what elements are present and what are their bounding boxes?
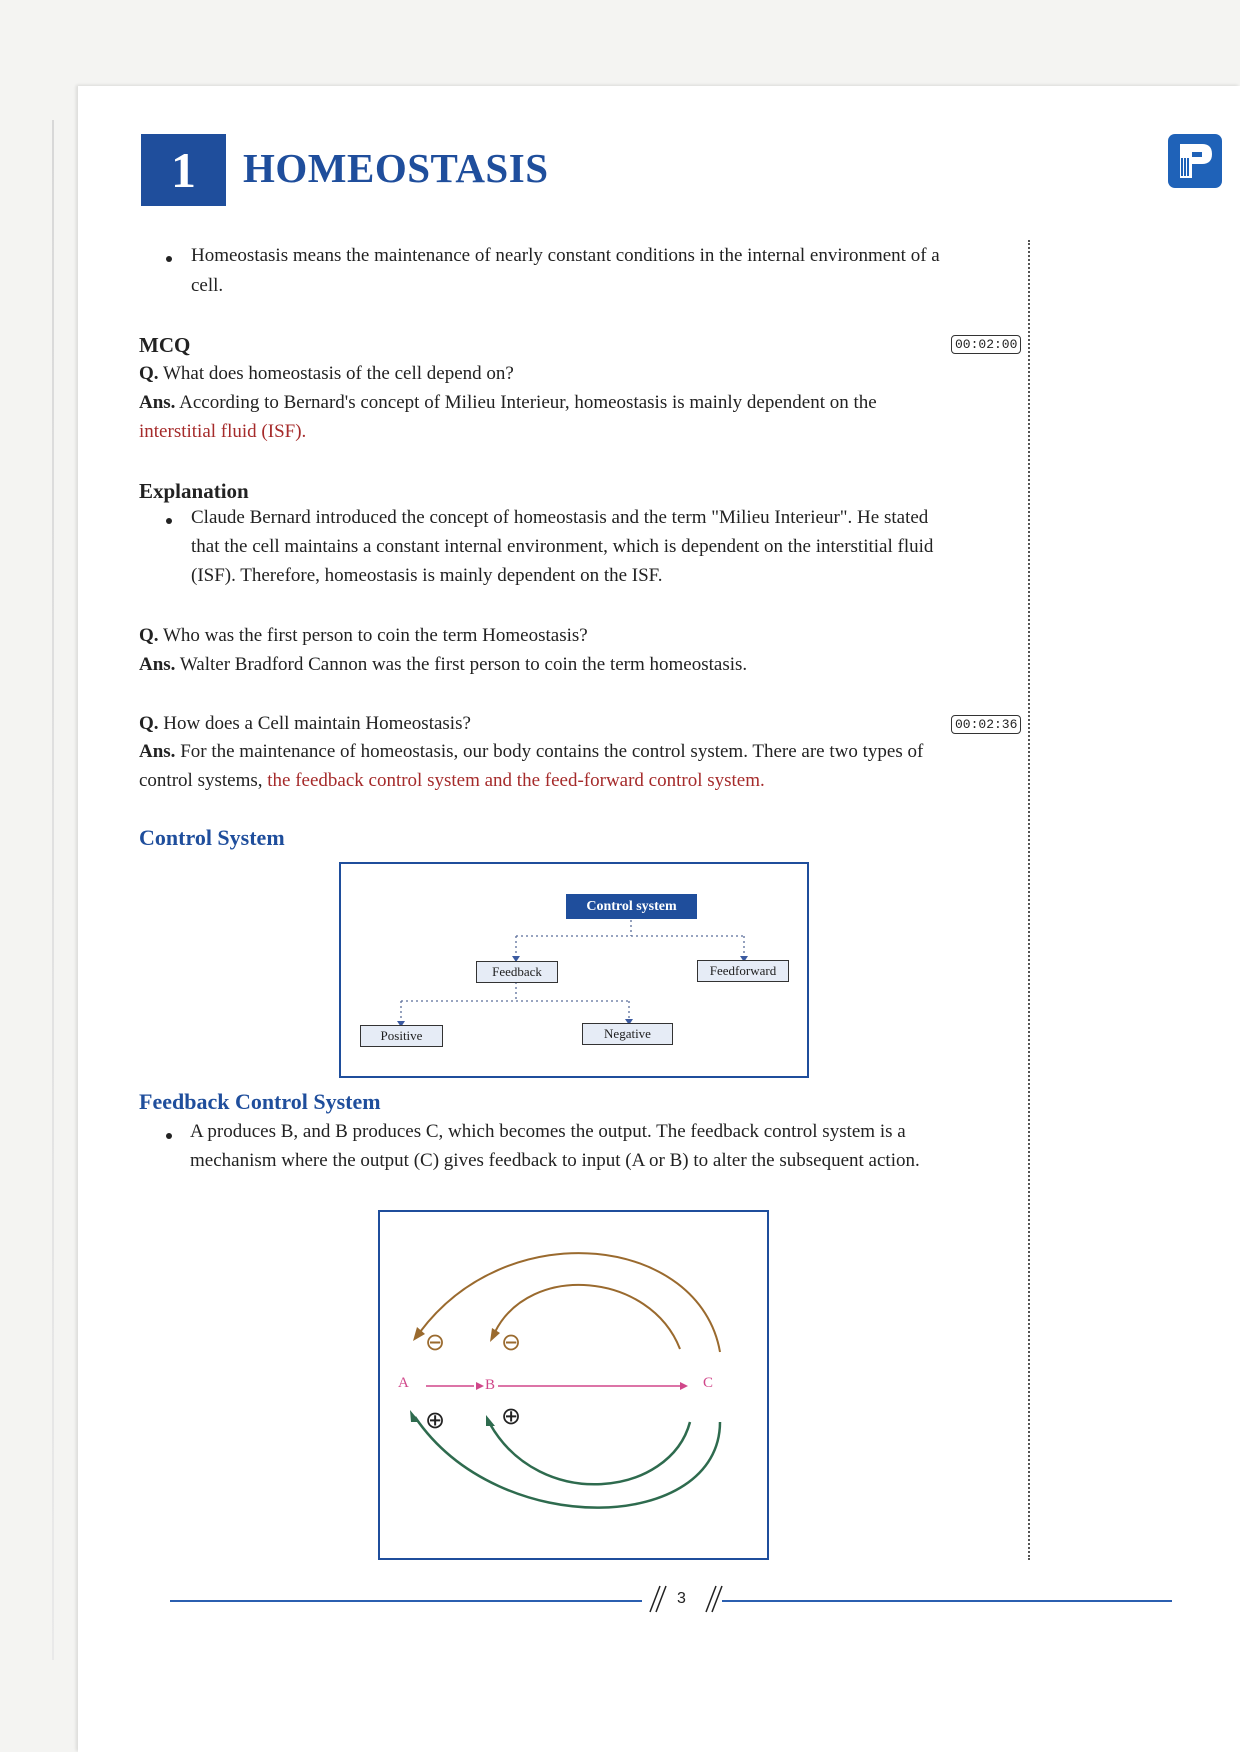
bullet-icon bbox=[166, 1133, 172, 1139]
answer-label: Ans. bbox=[139, 654, 176, 675]
bullet-icon bbox=[166, 256, 172, 262]
bullet-icon bbox=[166, 518, 172, 524]
mcq-heading: MCQ bbox=[139, 333, 191, 357]
answer-2 bbox=[139, 650, 747, 680]
answer-text: For the maintenance of homeostasis, our body contains the control system. There are two types of bbox=[180, 741, 924, 762]
answer-text: According to Bernard's concept of Milieu Interieur, homeostasis is mainly dependent on the bbox=[179, 392, 877, 413]
node-c-label: C bbox=[703, 1375, 714, 1391]
inhibit-minus-icon: ⊖ bbox=[501, 1328, 522, 1356]
answer-1-highlight: interstitial fluid (ISF). bbox=[139, 421, 307, 442]
feedforward-node: Feedforward bbox=[697, 960, 789, 982]
explanation-heading: Explanation bbox=[139, 479, 249, 503]
chapter-number: 1 bbox=[141, 134, 226, 206]
answer-highlight: the feedback control system and the feed-forward control system. bbox=[267, 770, 765, 791]
question-3 bbox=[139, 709, 471, 739]
answer-label: Ans. bbox=[139, 392, 176, 413]
publisher-logo-icon bbox=[1168, 134, 1222, 188]
feedback-node: Feedback bbox=[476, 961, 558, 983]
feedback-control-heading: Feedback Control System bbox=[139, 1089, 381, 1114]
page-number: 3 bbox=[677, 1590, 686, 1607]
question-text: What does homeostasis of the cell depend on? bbox=[162, 363, 514, 384]
control-system-heading: Control System bbox=[139, 825, 285, 850]
explanation-line-3: (ISF). Therefore, homeostasis is mainly dependent on the ISF. bbox=[191, 565, 663, 586]
question-text: How does a Cell maintain Homeostasis? bbox=[163, 713, 471, 734]
explanation-line-1: Claude Bernard introduced the concept of homeostasis and the term "Milieu Interieur". He stated bbox=[191, 507, 929, 528]
feedback-line-1: A produces B, and B produces C, which becomes the output. The feedback control system is a bbox=[190, 1121, 906, 1142]
negative-node: Negative bbox=[582, 1023, 673, 1045]
stimulate-plus-icon: ⊕ bbox=[501, 1402, 522, 1430]
node-b-label: B bbox=[485, 1377, 496, 1393]
control-system-diagram bbox=[339, 862, 809, 1078]
answer-1-line-1 bbox=[139, 388, 1009, 418]
footer-rule-left bbox=[170, 1600, 642, 1602]
control-system-root-node: Control system bbox=[566, 894, 697, 919]
chapter-title: HOMEOSTASIS bbox=[243, 145, 549, 191]
answer-text: Walter Bradford Cannon was the first person to coin the term homeostasis. bbox=[179, 654, 748, 675]
question-label: Q. bbox=[139, 625, 159, 646]
answer-label: Ans. bbox=[139, 741, 176, 762]
page-edge-shadow bbox=[52, 120, 54, 1660]
stimulate-plus-icon: ⊕ bbox=[425, 1406, 446, 1434]
feedback-loop-diagram bbox=[378, 1210, 769, 1560]
node-a-label: A bbox=[398, 1375, 409, 1391]
feedback-line-2: mechanism where the output (C) gives feedback to input (A or B) to alter the subsequent action. bbox=[190, 1150, 920, 1171]
timestamp-badge[interactable]: 00:02:36 bbox=[951, 715, 1021, 734]
inhibit-minus-icon: ⊖ bbox=[425, 1328, 446, 1356]
footer-rule-right bbox=[722, 1600, 1172, 1602]
margin-dotted-rule bbox=[1028, 240, 1030, 1560]
question-label: Q. bbox=[139, 363, 159, 384]
question-text: Who was the first person to coin the term Homeostasis? bbox=[162, 625, 588, 646]
timestamp-badge[interactable]: 00:02:00 bbox=[951, 335, 1021, 354]
intro-line-1: Homeostasis means the maintenance of nearly constant conditions in the internal environment of a bbox=[191, 245, 940, 266]
question-2 bbox=[139, 621, 588, 651]
question-label: Q. bbox=[139, 713, 159, 734]
explanation-line-2: that the cell maintains a constant internal environment, which is dependent on the interstitial fluid bbox=[191, 536, 934, 557]
answer-text: control systems, bbox=[139, 770, 268, 791]
answer-3-line-2 bbox=[139, 766, 765, 796]
positive-node: Positive bbox=[360, 1025, 443, 1047]
footer-slash-marks-icon bbox=[640, 1580, 750, 1620]
intro-line-2: cell. bbox=[191, 275, 224, 296]
answer-3-line-1 bbox=[139, 737, 1009, 767]
question-1 bbox=[139, 359, 514, 389]
